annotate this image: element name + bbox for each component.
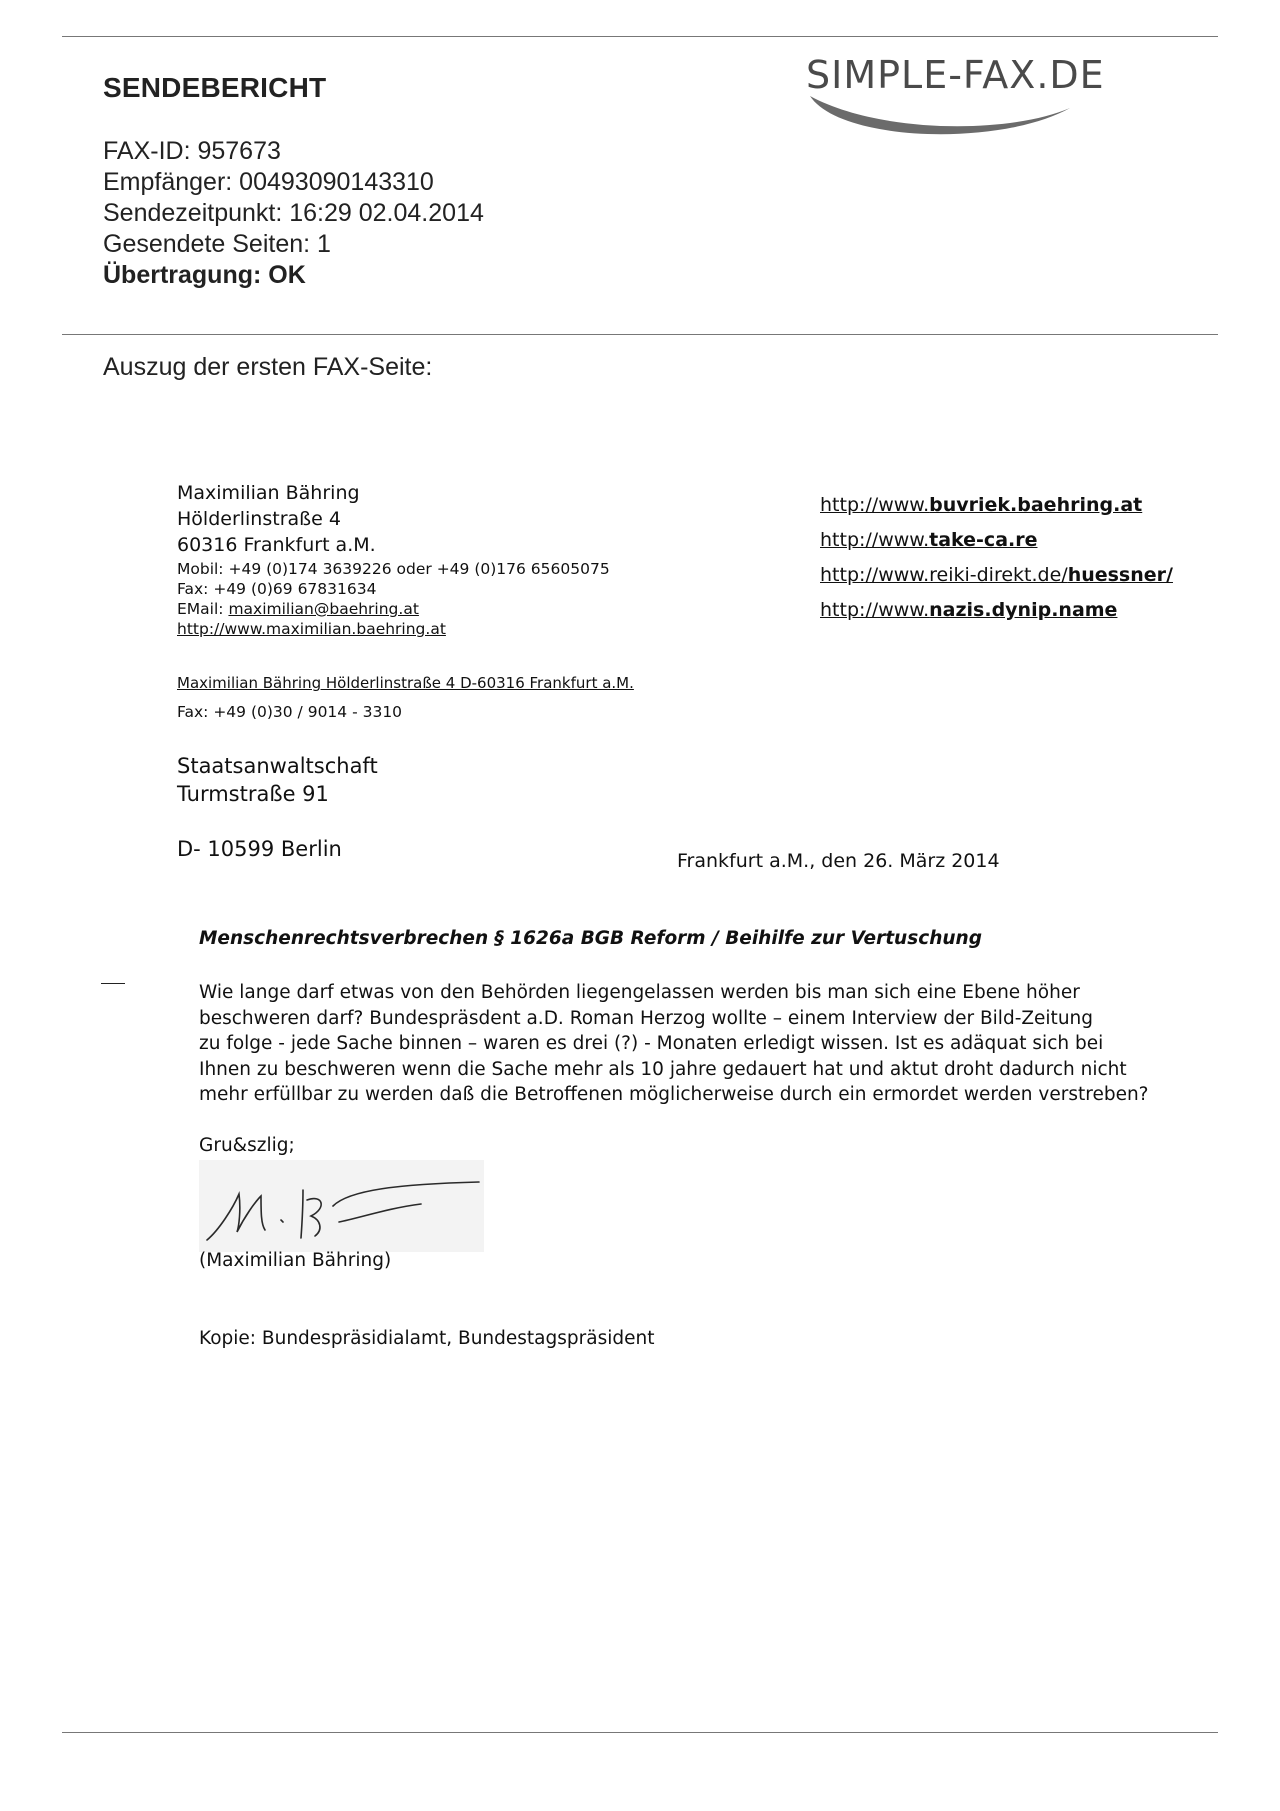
logo-text: SIMPLE-FAX.DE xyxy=(806,53,1105,97)
sender-name: Maximilian Bähring xyxy=(177,482,360,504)
signer-name: (Maximilian Bähring) xyxy=(199,1250,392,1271)
fax-label: Fax: xyxy=(177,580,209,598)
logo-swoosh xyxy=(810,96,1070,134)
recipient-fax-line: Fax: +49 (0)30 / 9014 - 3310 xyxy=(177,703,403,721)
sender-mobile xyxy=(177,559,610,579)
recipient-number: Empfänger: 00493090143310 xyxy=(103,168,434,196)
email-label: EMail: xyxy=(177,600,224,618)
sender-contact xyxy=(177,559,610,639)
sender-email xyxy=(177,599,610,619)
fax-id: FAX-ID: 957673 xyxy=(103,137,281,165)
sender-address xyxy=(177,480,610,639)
top-divider xyxy=(62,36,1218,37)
send-time: Sendezeitpunkt: 16:29 02.04.2014 xyxy=(103,199,484,227)
link-item[interactable]: http://www.take-ca.re xyxy=(820,529,1038,551)
recipient-city: D- 10599 Berlin xyxy=(177,837,342,861)
transmission-status: Übertragung: OK xyxy=(103,261,306,289)
body-line: Wie lange darf etwas von den Behörden liegengelassen werden bis man sich eine Ebene höher xyxy=(199,982,1080,1003)
simple-fax-logo xyxy=(800,52,1200,157)
fax-value: +49 (0)69 67831634 xyxy=(213,580,377,598)
links-list xyxy=(820,488,1173,628)
return-address-line: Maximilian Bähring Hölderlinstraße 4 D-60316 Frankfurt a.M. xyxy=(177,674,634,692)
report-info xyxy=(103,136,484,291)
report-title: SENDEBERICHT xyxy=(103,72,327,103)
letter-date: Frankfurt a.M., den 26. März 2014 xyxy=(677,850,1000,872)
recipient-line2: Turmstraße 91 xyxy=(177,782,329,806)
pages-sent: Gesendete Seiten: 1 xyxy=(103,230,331,258)
recipient-address xyxy=(177,752,378,808)
link-item[interactable]: http://www.buvriek.baehring.at xyxy=(820,494,1143,516)
sender-website-link[interactable]: http://www.maximilian.baehring.at xyxy=(177,620,446,638)
sender-street: Hölderlinstraße 4 xyxy=(177,508,341,530)
bottom-divider xyxy=(62,1732,1218,1733)
body-line: Ihnen zu beschweren wenn die Sache mehr als 10 jahre gedauert hat und aktut droht dadurch nicht xyxy=(199,1058,1127,1080)
excerpt-heading: Auszug der ersten FAX-Seite: xyxy=(103,353,433,381)
link-item[interactable]: http://www.reiki-direkt.de/huessner/ xyxy=(820,564,1173,586)
recipient-line1: Staatsanwaltschaft xyxy=(177,754,378,778)
middle-divider xyxy=(62,334,1218,335)
email-link[interactable]: maximilian@baehring.at xyxy=(228,600,419,618)
greeting: Gru&szlig; xyxy=(199,1135,295,1156)
sender-fax xyxy=(177,579,610,599)
body-line: mehr erfüllbar zu werden daß die Betroffenen möglicherweise durch ein ermordet werden verstreben? xyxy=(199,1084,1149,1105)
mobile-label: Mobil: xyxy=(177,560,224,578)
body-line: beschweren darf? Bundespräsdent a.D. Roman Herzog wollte – einem Interview der Bild-Zeitung xyxy=(199,1007,1094,1029)
link-item[interactable]: http://www.nazis.dynip.name xyxy=(820,599,1118,621)
mobile-value: +49 (0)174 3639226 oder +49 (0)176 65605075 xyxy=(228,560,610,578)
fold-mark xyxy=(101,983,125,984)
body-line: zu folge - jede Sache binnen – waren es drei (?) - Monaten erledigt wissen. Ist es adäquat sich bei xyxy=(199,1033,1104,1054)
letter-body xyxy=(199,980,1149,1108)
handwritten-signature xyxy=(199,1160,484,1252)
sender-city: 60316 Frankfurt a.M. xyxy=(177,534,376,556)
letter-subject: Menschenrechtsverbrechen § 1626a BGB Reform / Beihilfe zur Vertuschung xyxy=(199,928,982,949)
copy-recipients: Kopie: Bundespräsidialamt, Bundestagspräsident xyxy=(199,1328,655,1349)
